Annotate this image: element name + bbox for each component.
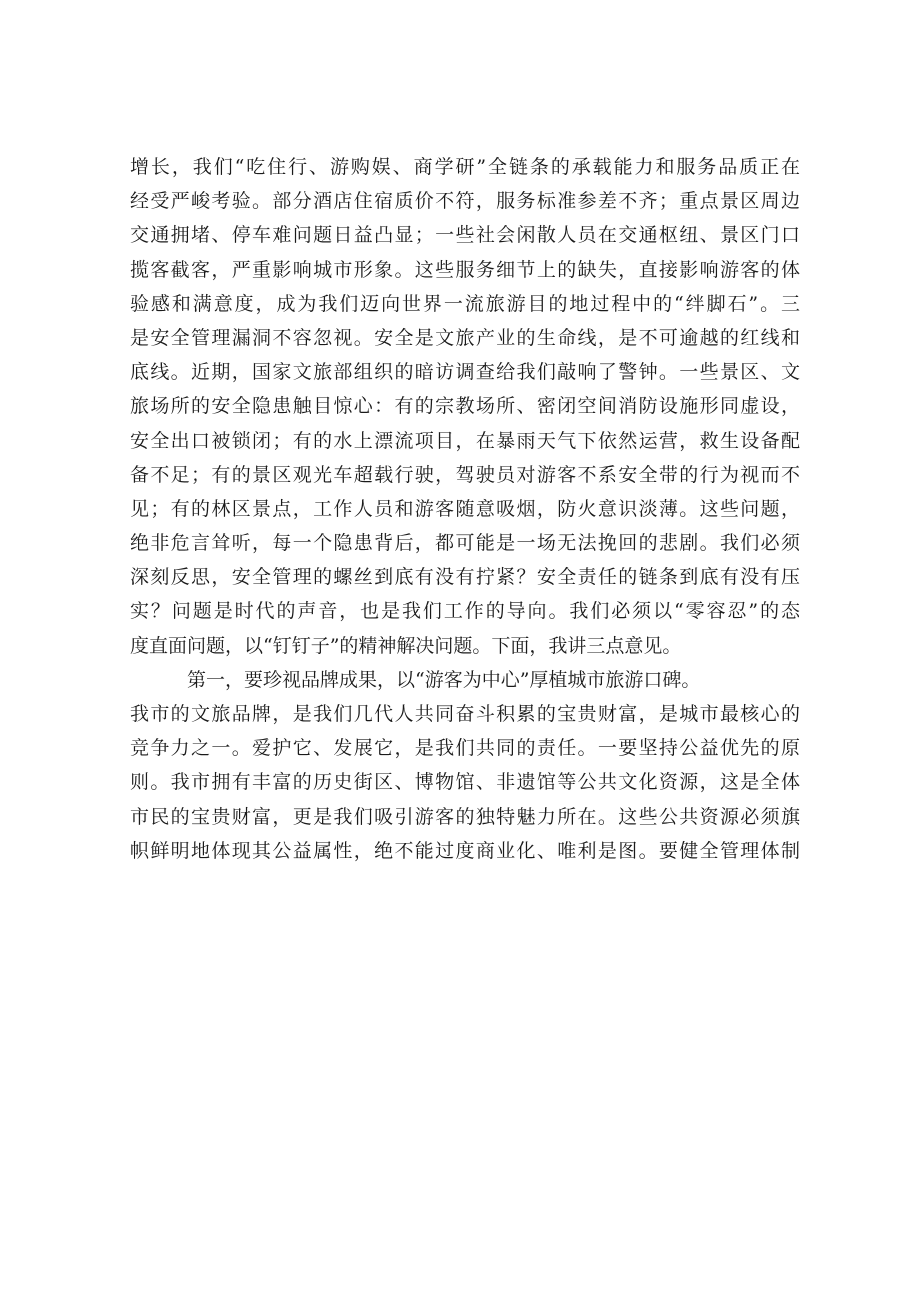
text-line: 绝非危言耸听，每一个隐患背后，都可能是一场无法挽回的悲剧。我们必须 bbox=[130, 532, 800, 555]
text-line: 见；有的林区景点，工作人员和游客随意吸烟，防火意识淡薄。这些问题， bbox=[130, 497, 800, 520]
text-line: 增长，我们“吃住行、游购娱、商学研”全链条的承载能力和服务品质正在 bbox=[130, 156, 800, 178]
text-line: 帜鲜明地体现其公益属性，绝不能过度商业化、唯利是图。要健全管理体制 bbox=[130, 839, 800, 862]
text-line: 底线。近期，国家文旅部组织的暗访调查给我们敲响了警钟。一些景区、文 bbox=[130, 361, 800, 384]
text-line: 交通拥堵、停车难问题日益凸显；一些社会闲散人员在交通枢纽、景区门口 bbox=[130, 224, 800, 247]
text-line: 我市的文旅品牌，是我们几代人共同奋斗积累的宝贵财富，是城市最核心的 bbox=[130, 703, 800, 725]
text-line: 安全出口被锁闭；有的水上漂流项目，在暴雨天气下依然运营，救生设备配 bbox=[130, 429, 800, 452]
text-line: 竞争力之一。爱护它、发展它，是我们共同的责任。一要坚持公益优先的原 bbox=[130, 737, 800, 760]
body-text bbox=[130, 150, 800, 868]
section-heading: 第一，要珍视品牌成果，以“游客为中心”厚植城市旅游口碑。 bbox=[187, 668, 701, 691]
text-line: 验感和满意度，成为我们迈向世界一流旅游目的地过程中的“绊脚石”。三 bbox=[130, 292, 800, 315]
text-line: 则。我市拥有丰富的历史街区、博物馆、非遗馆等公共文化资源，这是全体 bbox=[130, 771, 800, 794]
text-line: 经受严峻考验。部分酒店住宿质价不符，服务标准参差不齐；重点景区周边 bbox=[130, 190, 800, 213]
text-line: 是安全管理漏洞不容忽视。安全是文旅产业的生命线，是不可逾越的红线和 bbox=[130, 326, 800, 349]
text-line: 备不足；有的景区观光车超载行驶，驾驶员对游客不系安全带的行为视而不 bbox=[130, 463, 800, 486]
text-line: 旅场所的安全隐患触目惊心：有的宗教场所、密闭空间消防设施形同虚设， bbox=[130, 395, 800, 418]
text-line: 实？问题是时代的声音，也是我们工作的导向。我们必须以“零容忍”的态 bbox=[130, 600, 800, 623]
text-line: 度直面问题，以“钉钉子”的精神解决问题。下面，我讲三点意见。 bbox=[130, 634, 682, 657]
text-line: 揽客截客，严重影响城市形象。这些服务细节上的缺失，直接影响游客的体 bbox=[130, 258, 800, 281]
text-line: 深刻反思，安全管理的螺丝到底有没有拧紧？安全责任的链条到底有没有压 bbox=[130, 566, 800, 589]
text-line: 市民的宝贵财富，更是我们吸引游客的独特魅力所在。这些公共资源必须旗 bbox=[130, 805, 800, 828]
